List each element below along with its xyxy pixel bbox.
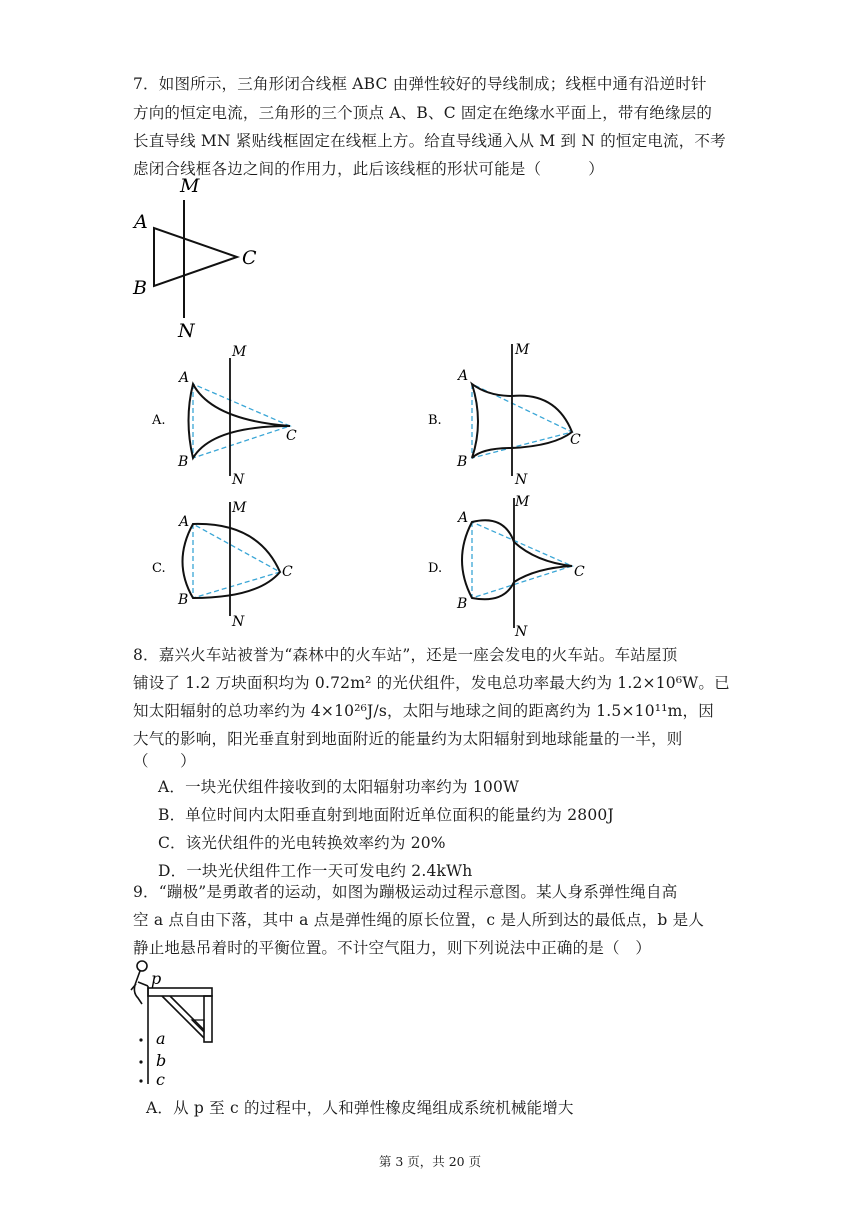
q8-line-2: 铺设了 1.2 万块面积均为 0.72m² 的光伏组件，发电总功率最大约为 1.2×10⁶W。已 bbox=[133, 674, 730, 692]
q9-line-1: 9．“蹦极”是勇敢者的运动，如图为蹦极运动过程示意图。某人身系弹性绳自高 bbox=[133, 883, 678, 901]
q8-line-5: （ ） bbox=[133, 752, 196, 770]
q8-option-c: C．该光伏组件的光电转换效率约为 20% bbox=[158, 834, 446, 852]
option-b-label: B. bbox=[428, 413, 442, 428]
svg-text:C: C bbox=[570, 432, 581, 448]
q8-line-3: 知太阳辐射的总功率约为 4×10²⁶J/s，太阳与地球之间的距离约为 1.5×10¹¹m，因 bbox=[133, 702, 714, 720]
label-b: B bbox=[133, 277, 147, 299]
q8-option-d: D．一块光伏组件工作一天可发电约 2.4kWh bbox=[158, 862, 473, 880]
svg-text:B: B bbox=[178, 592, 189, 608]
label-m: M bbox=[180, 175, 200, 197]
label-c-point: c bbox=[156, 1070, 165, 1089]
q7-main-figure bbox=[125, 172, 275, 342]
svg-text:M: M bbox=[515, 342, 530, 358]
person-head bbox=[137, 961, 147, 971]
svg-text:N: N bbox=[515, 472, 528, 488]
svg-text:C: C bbox=[286, 428, 297, 444]
q7-option-c-figure bbox=[150, 494, 320, 634]
q9-option-a: A．从 p 至 c 的过程中，人和弹性橡皮绳组成系统机械能增大 bbox=[146, 1099, 574, 1117]
svg-text:A: A bbox=[458, 368, 469, 384]
label-c: C bbox=[242, 247, 257, 269]
svg-text:M: M bbox=[232, 344, 247, 360]
svg-text:N: N bbox=[232, 472, 245, 488]
q9-bungee-figure bbox=[128, 960, 228, 1090]
option-a-label: A. bbox=[152, 413, 166, 428]
option-d-label: D. bbox=[428, 561, 443, 576]
svg-text:M: M bbox=[232, 500, 247, 516]
q8-line-4: 大气的影响，阳光垂直射到地面附近的能量约为太阳辐射到地球能量的一半，则 bbox=[133, 730, 683, 748]
label-n: N bbox=[178, 320, 195, 342]
option-c-label: C. bbox=[152, 561, 166, 576]
label-b-point: b bbox=[156, 1051, 167, 1070]
person-body bbox=[131, 971, 148, 1004]
q8-line-1: 8．嘉兴火车站被誉为“森林中的火车站”，还是一座会发电的火车站。车站屋顶 bbox=[133, 646, 678, 664]
q8-option-a: A．一块光伏组件接收到的太阳辐射功率约为 100W bbox=[158, 778, 520, 796]
svg-text:B: B bbox=[457, 454, 468, 470]
svg-text:A: A bbox=[179, 370, 190, 386]
svg-text:N: N bbox=[232, 614, 245, 630]
q9-line-3: 静止地悬吊着时的平衡位置。不计空气阻力，则下列说法中正确的是（ ） bbox=[133, 939, 652, 957]
svg-text:N: N bbox=[515, 624, 528, 640]
triangle-abc bbox=[154, 228, 237, 286]
label-p: p bbox=[151, 969, 162, 988]
svg-text:B: B bbox=[178, 454, 189, 470]
q7-option-d-figure bbox=[426, 492, 601, 640]
q7-line-1: 7．如图所示，三角形闭合线框 ABC 由弹性较好的导线制成；线框中通有沿逆时针 bbox=[133, 75, 707, 93]
label-a-point: a bbox=[156, 1029, 166, 1048]
q7-line-4: 虑闭合线框各边之间的作用力，此后该线框的形状可能是（ ） bbox=[133, 160, 605, 178]
q7-line-3: 长直导线 MN 紧贴线框固定在线框上方。给直导线通入从 M 到 N 的恒定电流，不考 bbox=[133, 132, 726, 150]
svg-text:A: A bbox=[458, 510, 469, 526]
svg-text:C: C bbox=[574, 564, 585, 580]
svg-text:C: C bbox=[282, 564, 293, 580]
page-footer: 第 3 页，共 20 页 bbox=[378, 1154, 482, 1169]
label-a: A bbox=[134, 211, 148, 233]
q7-option-b-figure bbox=[426, 340, 596, 490]
q7-line-2: 方向的恒定电流，三角形的三个顶点 A、B、C 固定在绝缘水平面上，带有绝缘层的 bbox=[133, 104, 713, 122]
q9-line-2: 空 a 点自由下落，其中 a 点是弹性绳的原长位置，c 是人所到达的最低点，b 是人 bbox=[133, 911, 705, 929]
svg-text:M: M bbox=[515, 494, 530, 510]
q8-option-b: B．单位时间内太阳垂直射到地面附近单位面积的能量约为 2800J bbox=[158, 806, 614, 824]
svg-text:A: A bbox=[179, 514, 190, 530]
svg-text:B: B bbox=[457, 596, 468, 612]
q7-option-a-figure bbox=[150, 340, 320, 490]
